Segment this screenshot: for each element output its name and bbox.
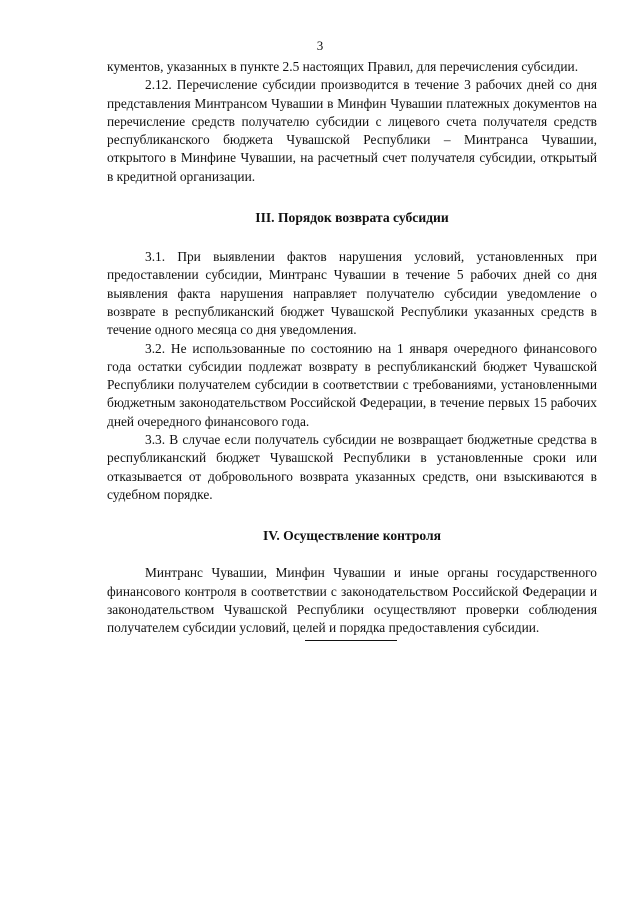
paragraph-3-2: 3.2. Не использованные по состоянию на 1 января очередного финансового года остатки субсидии подлежат возврату в республиканский бюджет Чувашской Республики получателем субсидии в соответствии с требованиями, установленными бюджетным законодательством Российской Федерации, в течение первых 15 рабочих дней очередного финансового года. bbox=[107, 340, 597, 429]
section-heading-3: III. Порядок возврата субсидии bbox=[255, 210, 449, 226]
paragraph-2-12: 2.12. Перечисление субсидии производится в течение 3 рабочих дней со дня представления Минтрансом Чувашии в Минфин Чувашии платежных документов на перечисление средств получателю субсидии с лицевого счета получателя средств республиканского бюджета Чувашской Республики – Минтранса Чувашии, открытого в Минфине Чувашии, на расчетный счет получателя субсидии, открытый в кредитной организации. bbox=[107, 77, 597, 184]
paragraph-3-3: 3.3. В случае если получатель субсидии не возвращает бюджетные средства в республиканский бюджет Чувашской Республики в установленные сроки или отказывается от добровольного возврата указанных средств, они взыскиваются в судебном порядке. bbox=[107, 432, 597, 502]
paragraph-4: Минтранс Чувашии, Минфин Чувашии и иные органы государственного финансового контроля в соответствии с законодательством Российской Федерации и законодательством Чувашской Республики осуществляют проверки соблюдения получателем субсидии условий, целей и порядка предоставления субсидии. bbox=[107, 565, 597, 636]
document-body bbox=[107, 58, 597, 637]
end-separator-line bbox=[305, 640, 397, 641]
page-number: 3 bbox=[316, 38, 324, 53]
section-heading-4: IV. Осуществление контроля bbox=[263, 528, 441, 544]
paragraph-3-1: 3.1. При выявлении фактов нарушения условий, установленных при предоставлении субсидии, Минтранс Чувашии в течение 5 рабочих дней со дня выявления факта нарушения направляет получателю субсидии уведомление о возврате в республиканский бюджет Чувашской Республики указанных средств в течение одного месяца со дня уведомления. bbox=[107, 249, 597, 338]
paragraph-continuation: кументов, указанных в пункте 2.5 настоящих Правил, для перечисления субсидии. bbox=[107, 59, 579, 74]
